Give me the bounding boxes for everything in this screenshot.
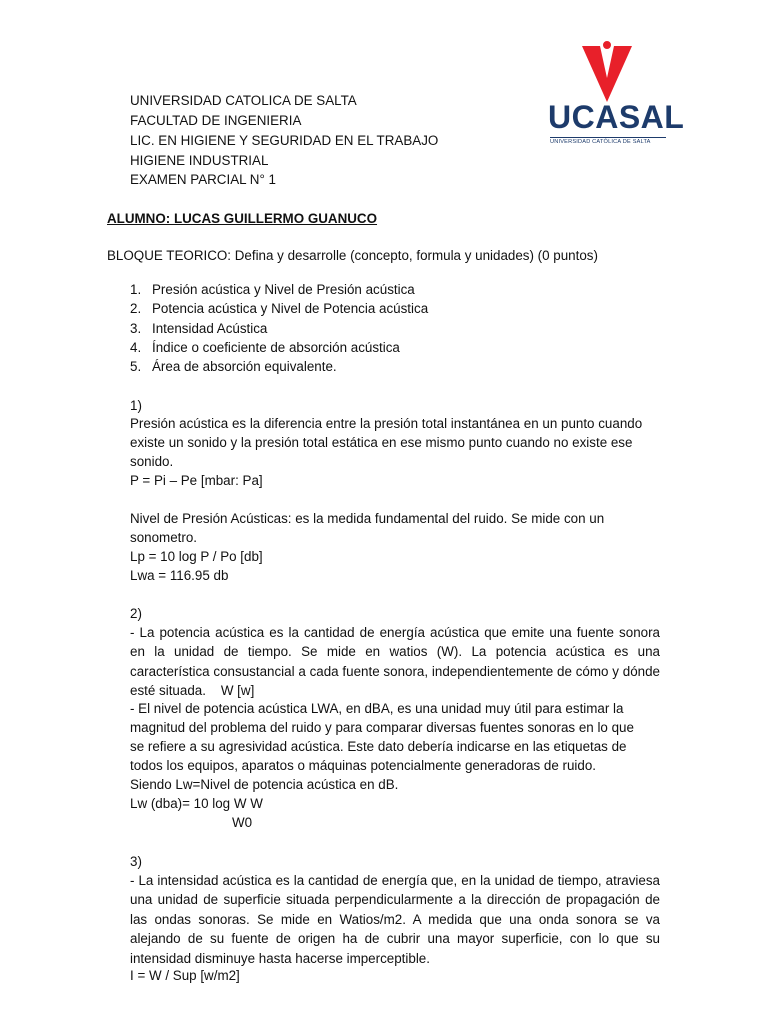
- answer1-line2: existe un sonido y la presión total estática en ese mismo punto cuando no existe ese: [130, 435, 633, 450]
- answer1-line3: sonido.: [130, 454, 174, 469]
- header-career: LIC. EN HIGIENE Y SEGURIDAD EN EL TRABAJO: [130, 133, 439, 148]
- answer2-denominator: W0: [232, 815, 253, 830]
- answer1-level-line1: Nivel de Presión Acústicas: es la medida fundamental del ruido. Se mide con un: [130, 511, 605, 526]
- answer3-paragraph: - La intensidad acústica es la cantidad de energía que, en la unidad de tiempo, atraviesa una unidad de superficie situada perpendicularmente a la dirección de propagación de las ondas sonoras. Se mide en Watios/m2. A medida que una onda sonora se va alejando de su fuente de origen ha de cubrir una mayor superficie, con lo que su intensidad disminuye hasta hacerse imperceptible.: [130, 873, 660, 966]
- topic-list: [130, 280, 428, 376]
- answer1-line1: Presión acústica es la diferencia entre la presión total instantánea en un punto cuando: [130, 416, 643, 431]
- answer3-label: 3): [130, 854, 142, 869]
- list-item: 2. Potencia acústica y Nivel de Potencia acústica: [130, 301, 429, 317]
- header-exam: EXAMEN PARCIAL N° 1: [130, 172, 276, 187]
- list-item: 3. Intensidad Acústica: [130, 320, 268, 336]
- answer1-lp-formula: Lp = 10 log P / Po [db]: [130, 549, 263, 564]
- answer2-p2-line5: Siendo Lw=Nivel de potencia acústica en dB.: [130, 777, 399, 792]
- header-faculty: FACULTAD DE INGENIERIA: [130, 113, 302, 128]
- answer2-label: 2): [130, 606, 142, 621]
- answer2-formula: Lw (dba)= 10 log W W: [130, 796, 263, 811]
- list-item: 4. Índice o coeficiente de absorción acústica: [130, 339, 400, 355]
- answer2-paragraph1: - La potencia acústica es la cantidad de energía acústica que emite una fuente sonora en la unidad de tiempo. Se mide en watios (W). La potencia acústica es una característica consustancial a cada fuente sonora, independientemente de cómo y dónde esté situada. W [w]: [130, 625, 660, 699]
- list-item: 5. Área de absorción equivalente.: [130, 359, 337, 375]
- answer2-p2-line4: todos los equipos, aparatos o máquinas potencialmente generadoras de ruido.: [130, 758, 597, 773]
- answer2-p2-line3: se refiere a su agresividad acústica. Este dato debería indicarse en las etiquetas de: [130, 739, 627, 754]
- answer1-level-line2: sonometro.: [130, 530, 197, 545]
- list-item: 1. Presión acústica y Nivel de Presión acústica: [130, 282, 415, 297]
- answer3-formula: I = W / Sup [w/m2]: [130, 968, 240, 983]
- logo-subtitle: UNIVERSIDAD CATÓLICA DE SALTA: [550, 137, 666, 145]
- block-title: BLOQUE TEORICO: Defina y desarrolle (concepto, formula y unidades) (0 puntos): [107, 248, 598, 263]
- answer1-formula: P = Pi – Pe [mbar: Pa]: [130, 473, 263, 488]
- answer1-lwa-value: Lwa = 116.95 db: [130, 568, 229, 583]
- ucasal-v-emblem-icon: [548, 40, 666, 104]
- header-university: UNIVERSIDAD CATOLICA DE SALTA: [130, 93, 357, 108]
- answer2-p2-line2: magnitud del problema del ruido y para comparar diversas fuentes sonoras en lo que: [130, 720, 634, 735]
- answer2-p2-line1: - El nivel de potencia acústica LWA, en dBA, es una unidad muy útil para estimar la: [130, 701, 624, 716]
- answer1-label: 1): [130, 398, 142, 413]
- logo-wordmark: UCASAL: [548, 99, 685, 135]
- header-subject: HIGIENE INDUSTRIAL: [130, 153, 269, 168]
- student-name: ALUMNO: LUCAS GUILLERMO GUANUCO: [107, 211, 378, 226]
